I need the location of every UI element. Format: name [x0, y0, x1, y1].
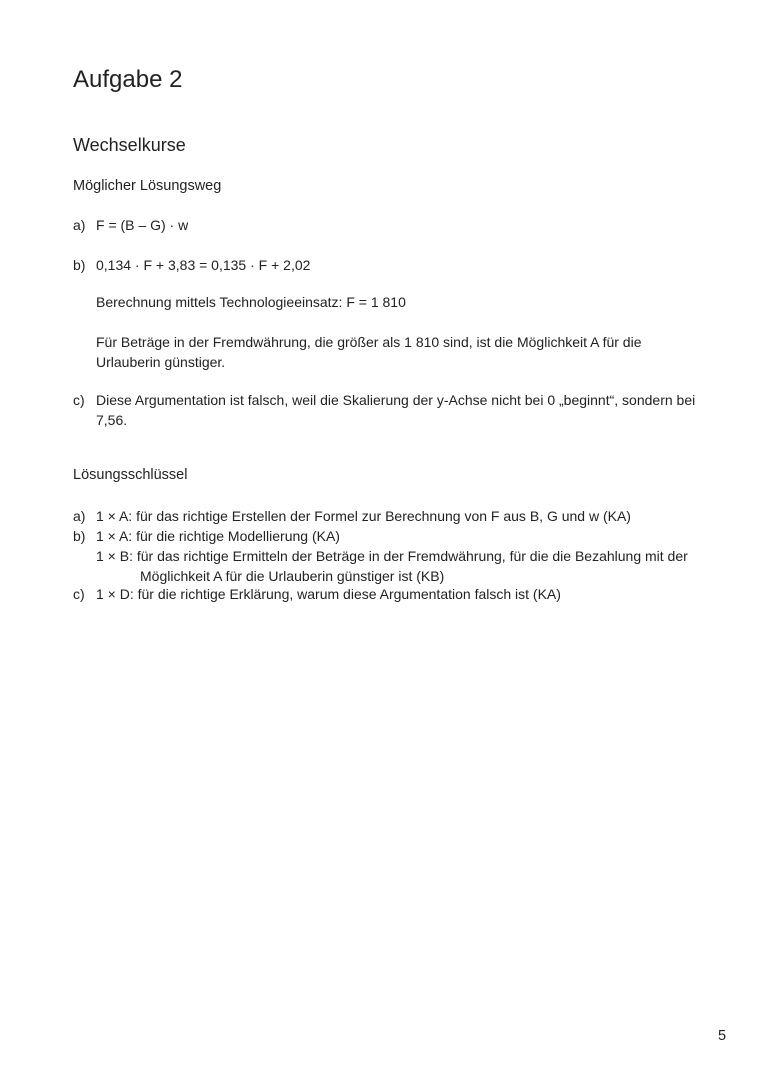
key-heading: Lösungsschlüssel [73, 467, 188, 483]
key-c-label: c) [73, 586, 85, 602]
key-b-text-2: 1 × B: für das richtige Ermitteln der Beträge in der Fremdwährung, für die die Bezahlung mit der Möglichkeit A für die Urlauberin günstiger ist (KB) [96, 548, 688, 584]
page-title: Aufgabe 2 [73, 66, 183, 93]
solution-b-text: Für Beträge in der Fremdwährung, die größer als 1 810 sind, ist die Möglichkeit A für die Urlauberin günstiger. [96, 334, 642, 370]
page-number: 5 [718, 1028, 727, 1044]
solution-c-text: Diese Argumentation ist falsch, weil die Skalierung der y-Achse nicht bei 0 „beginnt“, sondern bei 7,56. [96, 392, 696, 428]
solution-a-formula: F = (B – G) · w [96, 217, 189, 233]
solution-b-calculation: Berechnung mittels Technologieeinsatz: F = 1 810 [96, 294, 406, 310]
solution-a-label: a) [73, 217, 86, 233]
key-c-text: 1 × D: für die richtige Erklärung, warum diese Argumentation falsch ist (KA) [96, 586, 561, 602]
key-a-label: a) [73, 508, 86, 524]
solution-b-equation: 0,134 · F + 3,83 = 0,135 · F + 2,02 [96, 257, 311, 273]
solution-c-label: c) [73, 392, 85, 408]
solution-b-label: b) [73, 257, 86, 273]
key-b-text-1: 1 × A: für die richtige Modellierung (KA) [96, 528, 340, 544]
key-b-label: b) [73, 528, 86, 544]
solution-heading: Möglicher Lösungsweg [73, 178, 222, 194]
key-a-text: 1 × A: für das richtige Erstellen der Formel zur Berechnung von F aus B, G und w (KA) [96, 508, 631, 524]
section-title: Wechselkurse [73, 135, 186, 155]
